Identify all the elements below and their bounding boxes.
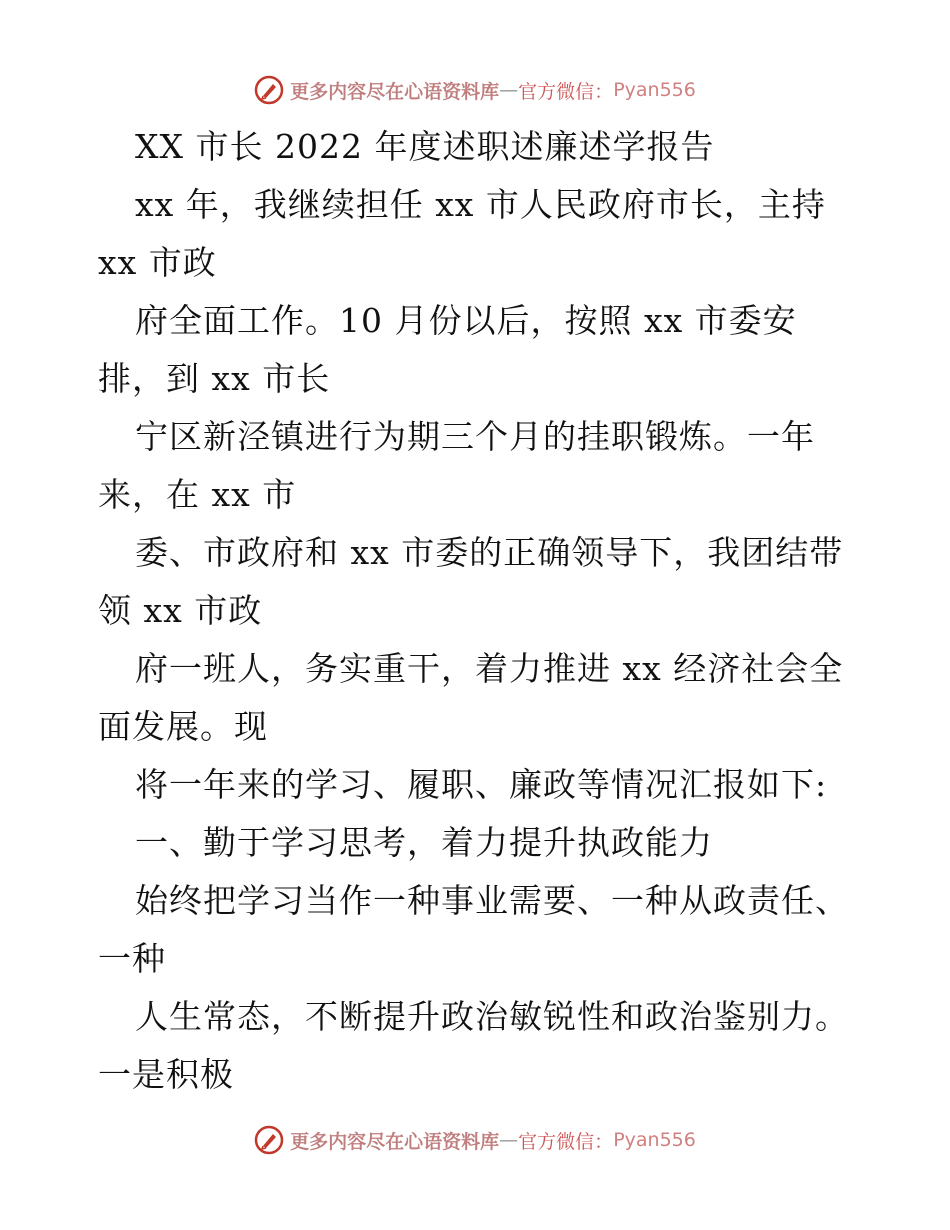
paragraph-line: 领 xx 市政 bbox=[98, 591, 263, 630]
watermark-wechat-id: Pyan556 bbox=[613, 79, 696, 101]
header-watermark bbox=[0, 70, 950, 110]
paragraph-line: xx 年，我继续担任 xx 市人民政府市长，主持 bbox=[135, 185, 826, 224]
pen-logo-icon bbox=[254, 1125, 284, 1155]
paragraph-line: 来，在 xx 市 bbox=[98, 475, 297, 514]
document-title: XX 市长 2022 年度述职述廉述学报告 bbox=[135, 127, 715, 166]
paragraph-line: 宁区新泾镇进行为期三个月的挂职锻炼。一年 bbox=[135, 417, 815, 456]
watermark-wechat-id: Pyan556 bbox=[613, 1129, 696, 1151]
watermark-wechat-label: 官方微信： bbox=[518, 80, 614, 103]
paragraph-line: 一种 bbox=[98, 939, 166, 978]
pen-logo-icon bbox=[254, 75, 284, 105]
watermark-wechat-label: 官方微信： bbox=[518, 1130, 614, 1153]
paragraph-line: xx 市政 bbox=[98, 243, 217, 282]
paragraph-line: 始终把学习当作一种事业需要、一种从政责任、 bbox=[135, 881, 849, 920]
paragraph-line: 排，到 xx 市长 bbox=[98, 359, 331, 398]
paragraph-line: 府一班人，务实重干，着力推进 xx 经济社会全 bbox=[135, 649, 844, 688]
paragraph-line: 府全面工作。10 月份以后，按照 xx 市委安 bbox=[135, 301, 797, 340]
watermark-main-text: 更多内容尽在心语资料库 bbox=[290, 80, 500, 103]
paragraph-line: 一、勤于学习思考，着力提升执政能力 bbox=[135, 823, 713, 862]
paragraph-line: 委、市政府和 xx 市委的正确领导下，我团结带 bbox=[135, 533, 844, 572]
document-body bbox=[98, 118, 858, 1104]
watermark-dash: — bbox=[499, 1129, 519, 1151]
paragraph-line: 将一年来的学习、履职、廉政等情况汇报如下: bbox=[135, 765, 828, 804]
watermark-dash: — bbox=[499, 79, 519, 101]
paragraph-line: 人生常态，不断提升政治敏锐性和政治鉴别力。 bbox=[135, 997, 849, 1036]
paragraph-line: 一是积极 bbox=[98, 1055, 234, 1094]
watermark-main-text: 更多内容尽在心语资料库 bbox=[290, 1130, 500, 1153]
paragraph-line: 面发展。现 bbox=[98, 707, 268, 746]
footer-watermark bbox=[0, 1120, 950, 1160]
